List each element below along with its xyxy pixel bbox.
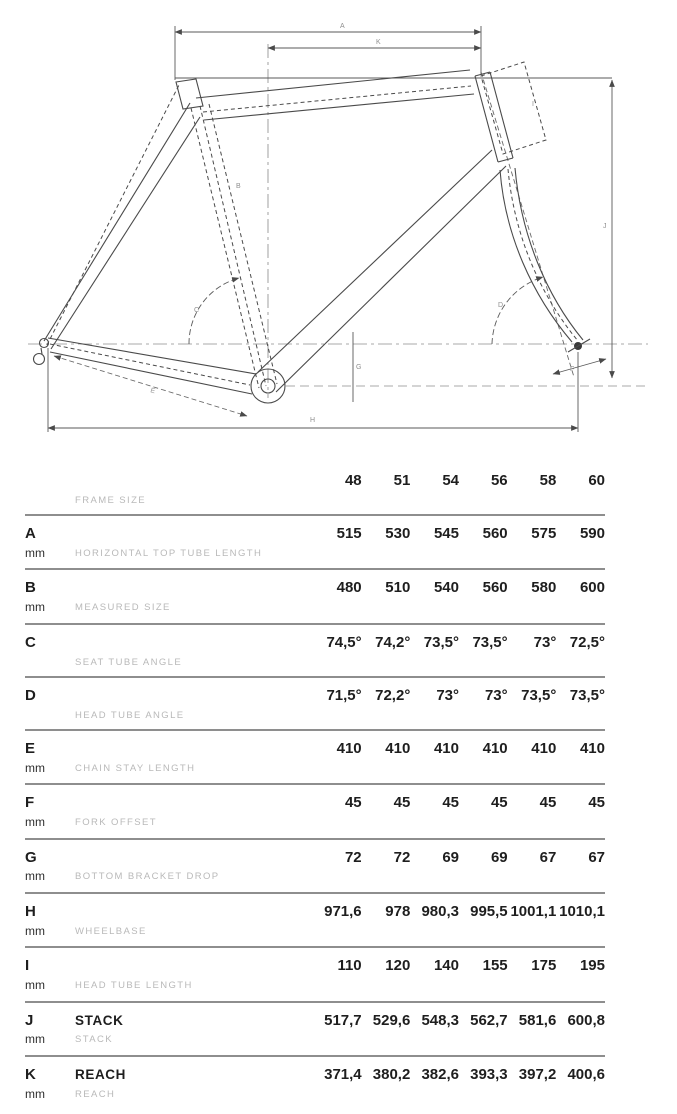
row-value: 540 bbox=[433, 579, 459, 597]
frame-outline bbox=[34, 62, 591, 403]
row-description: HORIZONTAL TOP TUBE LENGTH bbox=[75, 547, 263, 559]
row-title: STACK bbox=[75, 1012, 124, 1028]
row-value: 410 bbox=[482, 739, 508, 757]
dimension-labels bbox=[149, 23, 606, 424]
row-value: 1010,1 bbox=[559, 903, 605, 920]
table-row bbox=[25, 838, 605, 892]
row-description: BOTTOM BRACKET DROP bbox=[75, 871, 220, 883]
table-row bbox=[25, 623, 605, 676]
size-column-header: 48 bbox=[344, 472, 362, 489]
row-value: 397,2 bbox=[518, 1066, 557, 1084]
row-title bbox=[75, 794, 313, 813]
row-letter: J bbox=[25, 1011, 34, 1029]
row-description: STACK bbox=[75, 1034, 113, 1046]
row-description: WHEELBASE bbox=[75, 925, 147, 937]
row-title bbox=[75, 634, 313, 653]
row-unit: mm bbox=[25, 923, 45, 938]
row-value: 73,5° bbox=[423, 633, 459, 651]
row-value: 560 bbox=[482, 579, 508, 597]
row-letter: I bbox=[25, 957, 30, 975]
dim-label-g: G bbox=[356, 364, 362, 371]
header-letter-spacer bbox=[25, 472, 75, 491]
row-value: 120 bbox=[385, 957, 411, 975]
row-title bbox=[75, 525, 313, 544]
row-value: 530 bbox=[385, 525, 411, 543]
row-value: 73,5° bbox=[472, 633, 508, 651]
table-row bbox=[25, 568, 605, 622]
row-value: 380,2 bbox=[372, 1066, 411, 1084]
row-value: 978 bbox=[385, 903, 411, 920]
row-description: HEAD TUBE ANGLE bbox=[75, 709, 185, 721]
row-value: 45 bbox=[588, 794, 605, 812]
row-value: 382,6 bbox=[421, 1066, 459, 1084]
size-column-header: 60 bbox=[588, 472, 605, 489]
row-value: 600,8 bbox=[567, 1011, 605, 1029]
row-value: 195 bbox=[579, 957, 605, 975]
table-row bbox=[25, 514, 605, 568]
row-value: 69 bbox=[442, 848, 459, 866]
row-value: 510 bbox=[385, 579, 411, 597]
row-letter: K bbox=[25, 1066, 36, 1084]
size-column-header: 54 bbox=[442, 472, 459, 489]
row-value: 575 bbox=[531, 525, 557, 543]
row-value: 410 bbox=[433, 739, 459, 757]
row-value: 73,5° bbox=[521, 686, 557, 704]
dim-label-f: F bbox=[570, 366, 575, 373]
row-description: HEAD TUBE LENGTH bbox=[75, 980, 193, 992]
table-row bbox=[25, 676, 605, 729]
row-value: 45 bbox=[490, 794, 508, 812]
row-value: 515 bbox=[336, 525, 362, 543]
row-value: 69 bbox=[490, 848, 508, 866]
table-header-row bbox=[25, 458, 605, 514]
row-value: 995,5 bbox=[470, 903, 508, 920]
row-title: REACH bbox=[75, 1067, 127, 1083]
row-value: 72,2° bbox=[375, 686, 411, 704]
row-letter: A bbox=[25, 525, 36, 543]
row-value: 400,6 bbox=[567, 1066, 605, 1084]
center-lines bbox=[28, 44, 648, 398]
row-value: 371,4 bbox=[324, 1066, 362, 1084]
row-value: 971,6 bbox=[324, 903, 362, 920]
row-value: 45 bbox=[539, 794, 557, 812]
table-row bbox=[25, 1055, 605, 1109]
table-row bbox=[25, 892, 605, 946]
row-value: 480 bbox=[336, 579, 362, 597]
row-value: 410 bbox=[579, 739, 605, 757]
table-row bbox=[25, 783, 605, 837]
row-value: 581,6 bbox=[518, 1011, 557, 1029]
row-value: 410 bbox=[385, 739, 411, 757]
row-value: 1001,1 bbox=[510, 903, 557, 920]
row-value: 73,5° bbox=[569, 686, 605, 704]
row-letter: F bbox=[25, 794, 35, 812]
row-title bbox=[75, 903, 313, 922]
row-value: 72,5° bbox=[569, 633, 605, 651]
row-unit: mm bbox=[25, 815, 45, 830]
row-value: 67 bbox=[588, 848, 605, 866]
row-value: 45 bbox=[344, 794, 362, 812]
row-letter: G bbox=[25, 848, 37, 866]
row-value: 393,3 bbox=[470, 1066, 508, 1084]
dim-label-h: H bbox=[310, 417, 316, 424]
row-letter: B bbox=[25, 579, 36, 597]
row-unit: mm bbox=[25, 600, 45, 615]
row-value: 560 bbox=[482, 525, 508, 543]
frame-size-label: FRAME SIZE bbox=[75, 494, 147, 506]
dim-label-j: J bbox=[603, 223, 607, 230]
row-value: 67 bbox=[539, 848, 557, 866]
dim-label-c: C bbox=[194, 307, 200, 314]
row-letter: H bbox=[25, 903, 36, 920]
dimension-lines bbox=[48, 26, 612, 432]
row-unit: mm bbox=[25, 545, 45, 560]
frame-diagram bbox=[0, 0, 677, 452]
table-row bbox=[25, 729, 605, 783]
row-value: 548,3 bbox=[421, 1011, 459, 1029]
frame-diagram-svg bbox=[0, 0, 677, 452]
row-value: 590 bbox=[579, 525, 605, 543]
row-letter: D bbox=[25, 686, 36, 704]
table-row bbox=[25, 1001, 605, 1055]
row-title bbox=[75, 579, 313, 598]
row-value: 175 bbox=[531, 957, 557, 975]
row-value: 73° bbox=[484, 686, 508, 704]
row-description: FORK OFFSET bbox=[75, 817, 157, 829]
dim-label-d: D bbox=[498, 302, 504, 309]
row-letter: C bbox=[25, 633, 36, 651]
row-unit: mm bbox=[25, 1086, 45, 1101]
table-row bbox=[25, 946, 605, 1000]
dim-label-a: A bbox=[340, 23, 345, 30]
size-column-header: 51 bbox=[393, 472, 411, 489]
row-value: 45 bbox=[442, 794, 459, 812]
row-value: 529,6 bbox=[372, 1011, 411, 1029]
row-title bbox=[75, 957, 313, 976]
row-value: 140 bbox=[433, 957, 459, 975]
row-value: 73° bbox=[436, 686, 459, 704]
row-value: 155 bbox=[482, 957, 508, 975]
row-value: 410 bbox=[336, 739, 362, 757]
row-description: SEAT TUBE ANGLE bbox=[75, 656, 183, 668]
row-value: 600 bbox=[579, 579, 605, 597]
row-description: CHAIN STAY LENGTH bbox=[75, 762, 196, 774]
row-value: 545 bbox=[433, 525, 459, 543]
row-value: 562,7 bbox=[470, 1011, 508, 1029]
row-value: 73° bbox=[533, 633, 557, 651]
row-value: 74,2° bbox=[375, 633, 411, 651]
row-value: 580 bbox=[531, 579, 557, 597]
row-unit: mm bbox=[25, 1032, 45, 1047]
row-unit bbox=[25, 653, 75, 669]
row-title bbox=[75, 687, 313, 706]
row-unit: mm bbox=[25, 869, 45, 884]
dim-label-e: E bbox=[149, 387, 156, 396]
row-title bbox=[75, 849, 313, 868]
row-description: MEASURED SIZE bbox=[75, 602, 171, 614]
row-value: 74,5° bbox=[326, 633, 362, 651]
row-value: 72 bbox=[344, 848, 362, 866]
row-value: 45 bbox=[393, 794, 411, 812]
row-unit: mm bbox=[25, 760, 45, 775]
row-title bbox=[75, 740, 313, 759]
dim-label-k: K bbox=[376, 39, 381, 46]
row-unit: mm bbox=[25, 978, 45, 993]
row-value: 980,3 bbox=[421, 903, 459, 920]
row-value: 72 bbox=[393, 848, 411, 866]
row-value: 71,5° bbox=[326, 686, 362, 704]
size-column-header: 56 bbox=[490, 472, 508, 489]
row-description: REACH bbox=[75, 1088, 116, 1100]
row-value: 410 bbox=[531, 739, 557, 757]
dim-label-b: B bbox=[236, 183, 241, 190]
size-column-header: 58 bbox=[539, 472, 557, 489]
row-value: 517,7 bbox=[324, 1011, 362, 1029]
row-letter: E bbox=[25, 739, 36, 757]
dim-label-i: I bbox=[532, 101, 534, 108]
row-unit bbox=[25, 706, 75, 722]
row-value: 110 bbox=[337, 957, 362, 975]
geometry-table bbox=[0, 452, 677, 1109]
